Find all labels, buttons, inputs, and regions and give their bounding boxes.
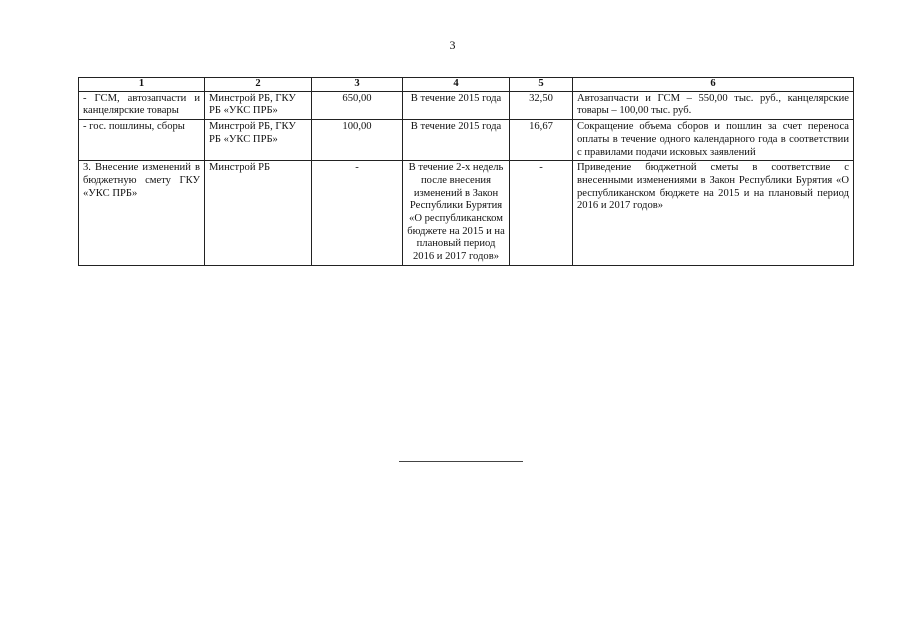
row-note-cell: Автозапчасти и ГСМ – 550,00 тыс. руб., канцелярские товары – 100,00 тыс. руб. [573, 91, 854, 119]
row-responsible-cell: Минстрой РБ, ГКУ РБ «УКС ПРБ» [205, 91, 312, 119]
column-header-4: 4 [403, 78, 510, 92]
column-header-6: 6 [573, 78, 854, 92]
footer-divider [399, 461, 523, 462]
table-row [79, 161, 854, 266]
row-deadline-cell: В течение 2-х недель после внесения изменений в Закон Республики Бурятия «О республиканском бюджете на 2015 и на плановый период 2016 и 2017 годов» [403, 161, 510, 266]
row-deadline-cell: В течение 2015 года [403, 120, 510, 161]
table-header-row [79, 78, 854, 92]
row-responsible-cell: Минстрой РБ, ГКУ РБ «УКС ПРБ» [205, 120, 312, 161]
column-header-2: 2 [205, 78, 312, 92]
row-percent-cell: 32,50 [510, 91, 573, 119]
column-header-1: 1 [79, 78, 205, 92]
row-deadline-cell: В течение 2015 года [403, 91, 510, 119]
row-item-cell: - гос. пошлины, сборы [79, 120, 205, 161]
document-table [78, 77, 854, 266]
table-row [79, 91, 854, 119]
row-percent-cell: 16,67 [510, 120, 573, 161]
table-row [79, 120, 854, 161]
row-note-cell: Приведение бюджетной сметы в соответствие с внесенными изменениями в Закон Республики Бурятия «О республиканском бюджете на 2015 и на плановый период 2016 и 2017 годов» [573, 161, 854, 266]
row-note-cell: Сокращение объема сборов и пошлин за счет переноса оплаты в течение одного календарного года в соответствии с правилами подачи исковых заявлений [573, 120, 854, 161]
page-number: 3 [449, 38, 456, 52]
row-amount-cell: - [312, 161, 403, 266]
row-percent-cell: - [510, 161, 573, 266]
row-item-cell: - ГСМ, автозапчасти и канцелярские товары [79, 91, 205, 119]
column-header-3: 3 [312, 78, 403, 92]
row-item-cell: 3. Внесение изменений в бюджетную смету ГКУ «УКС ПРБ» [79, 161, 205, 266]
column-header-5: 5 [510, 78, 573, 92]
row-responsible-cell: Минстрой РБ [205, 161, 312, 266]
row-amount-cell: 650,00 [312, 91, 403, 119]
row-amount-cell: 100,00 [312, 120, 403, 161]
